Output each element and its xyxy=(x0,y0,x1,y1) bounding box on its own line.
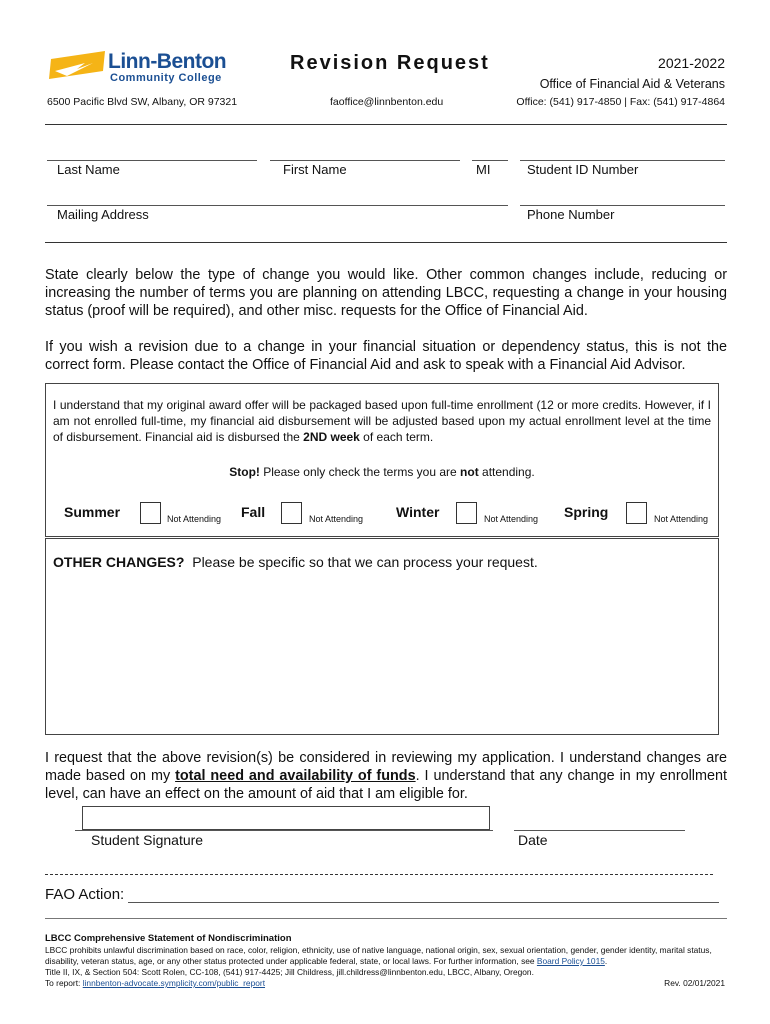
summer-not-attending: Not Attending xyxy=(167,514,222,524)
student-signature-field[interactable] xyxy=(82,806,490,830)
nondiscrimination-text: LBCC prohibits unlawful discrimination based on race, color, religion, ethnicity, use of native language, national origin, sex, sexual orientation, gender, gender identity, marital status, disability, veteran status, age, or any other status protected under applicable federal, state, or local laws. For further information, see xyxy=(45,945,712,966)
revision-date: Rev. 02/01/2021 xyxy=(664,978,725,988)
phone-field[interactable] xyxy=(520,205,725,206)
report-label: To report: xyxy=(45,978,83,988)
student-signature-label: Student Signature xyxy=(91,832,204,848)
term-fall-label: Fall xyxy=(241,504,266,520)
stop-text-a: Please only check the terms you are xyxy=(259,465,461,479)
mailing-address-label: Mailing Address xyxy=(57,207,149,222)
enrollment-notice xyxy=(53,397,711,445)
fields-divider xyxy=(45,242,727,243)
fall-not-attending: Not Attending xyxy=(309,514,364,524)
phone-fax: Office: (541) 917-4850 | Fax: (541) 917-4864 xyxy=(516,96,725,108)
fall-checkbox[interactable] xyxy=(281,502,302,524)
nondiscrimination-period: . xyxy=(604,956,608,966)
stop-label: Stop! xyxy=(229,465,260,479)
certification-emphasis: total need and availability of funds xyxy=(175,768,416,784)
other-changes-box[interactable] xyxy=(45,538,719,735)
certification-text-a: I request that the above revision(s) be considered in reviewing my application. I understand changes are made based on my xyxy=(45,750,727,784)
page-title: Revision Request xyxy=(290,52,490,74)
disbursement-week: 2ND week xyxy=(303,430,360,444)
header-divider xyxy=(45,124,727,125)
other-changes-instruction: Please be specific so that we can process your request. xyxy=(184,554,538,570)
fao-action-label: FAO Action: xyxy=(45,886,125,903)
footer-divider xyxy=(45,918,727,919)
instructions-paragraph-1: State clearly below the type of change you would like. Other common changes include, reducing or increasing the number of terms you are planning on attending LBCC, requesting a change in your housing status (proof will be required), and other misc. requests for the Office of Financial Aid. xyxy=(45,267,727,319)
nondiscrimination-title: LBCC Comprehensive Statement of Nondiscrimination xyxy=(45,933,292,944)
mi-field[interactable] xyxy=(472,160,508,161)
board-policy-link[interactable]: Board Policy 1015 xyxy=(536,956,605,966)
college-logo xyxy=(47,49,107,87)
summer-checkbox[interactable] xyxy=(140,502,161,524)
email: faoffice@linnbenton.edu xyxy=(330,96,444,108)
enrollment-text-a: I understand that my original award offer will be packaged based upon full-time enrollment (12 or more credits. However, if I am not enrolled full-time, my financial aid disbursement will be adjusted based upon my actual enrollment level at the time of disbursement. Financial aid is disbursed the xyxy=(53,398,711,444)
nondiscrimination-body xyxy=(45,945,727,989)
mailing-address-field[interactable] xyxy=(47,205,508,206)
certification-text-b: . I understand that any change in my enrollment level, can have an effect on the amount of aid that I am eligible for. xyxy=(45,768,727,802)
last-name-label: Last Name xyxy=(57,162,120,177)
fao-action-field[interactable] xyxy=(128,902,719,903)
stop-notice xyxy=(46,465,718,479)
phone-label: Phone Number xyxy=(527,207,615,222)
date-label: Date xyxy=(518,832,548,848)
office-use-divider xyxy=(45,874,713,875)
signature-line xyxy=(75,830,493,831)
report-link[interactable]: linnbenton-advocate.symplicity.com/public_report xyxy=(82,978,266,988)
logo-name: Linn-Benton xyxy=(108,50,227,73)
stop-text-b: attending. xyxy=(478,465,535,479)
student-id-field[interactable] xyxy=(520,160,725,161)
other-changes-prompt xyxy=(53,554,538,570)
student-id-label: Student ID Number xyxy=(527,162,639,177)
spring-checkbox[interactable] xyxy=(626,502,647,524)
winter-checkbox[interactable] xyxy=(456,502,477,524)
academic-year: 2021-2022 xyxy=(658,55,725,71)
first-name-label: First Name xyxy=(283,162,347,177)
stop-not: not xyxy=(460,465,479,479)
date-field[interactable] xyxy=(514,830,685,831)
other-changes-heading: OTHER CHANGES? xyxy=(53,554,185,570)
winter-not-attending: Not Attending xyxy=(484,514,539,524)
instructions-paragraph-2: If you wish a revision due to a change in your financial situation or dependency status, this is not the correct form. Please contact the Office of Financial Aid and ask to speak with a Financial Aid Advisor. xyxy=(45,339,727,373)
term-spring-label: Spring xyxy=(564,504,609,520)
office-name: Office of Financial Aid & Veterans xyxy=(539,77,725,91)
mi-label: MI xyxy=(476,162,491,177)
nondiscrimination-contacts: Title II, IX, & Section 504: Scott Rolen, CC-108, (541) 917-4425; Jill Childress, jill.childress@linnbenton.edu, LBCC, Albany, Oregon. xyxy=(45,967,534,977)
term-winter-label: Winter xyxy=(396,504,440,520)
term-summer-label: Summer xyxy=(64,504,121,520)
certification-paragraph xyxy=(45,749,727,803)
enrollment-box xyxy=(45,383,719,537)
logo-subtitle: Community College xyxy=(110,72,222,84)
first-name-field[interactable] xyxy=(270,160,460,161)
last-name-field[interactable] xyxy=(47,160,257,161)
enrollment-text-b: of each term. xyxy=(359,430,434,444)
address: 6500 Pacific Blvd SW, Albany, OR 97321 xyxy=(47,96,238,108)
spring-not-attending: Not Attending xyxy=(654,514,709,524)
